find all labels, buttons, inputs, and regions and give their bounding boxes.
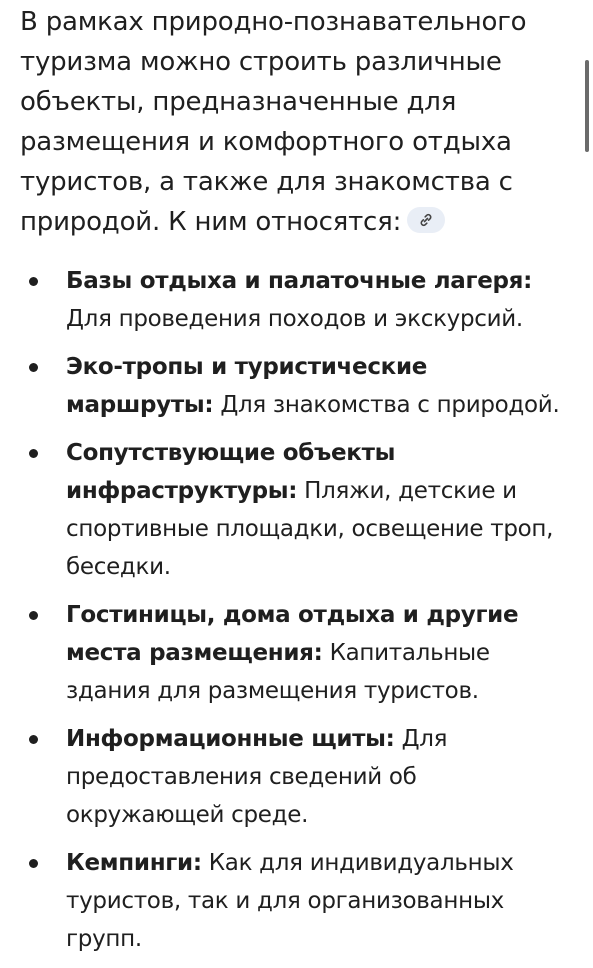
source-link-chip[interactable] — [407, 207, 445, 233]
list-item — [20, 596, 580, 710]
list-item — [20, 844, 580, 958]
bullet-icon — [29, 363, 38, 372]
object-list — [20, 262, 580, 958]
response-body — [20, 0, 580, 968]
bullet-icon — [29, 277, 38, 286]
list-item-term: Кемпинги: — [66, 850, 202, 876]
list-item — [20, 720, 580, 834]
list-item — [20, 262, 580, 338]
list-item-desc: Пляжи, детские и спортивные площадки, освещение троп, беседки. — [66, 478, 554, 580]
list-item-term: Сопутствующие объекты инфраструктуры: — [66, 440, 396, 504]
bullet-icon — [29, 449, 38, 458]
list-item-term: Эко-тропы и туристические маршруты: — [66, 354, 428, 418]
list-item-desc: Как для индивидуальных туристов, так и для организованных групп. — [66, 850, 514, 952]
list-item-desc: Для предоставления сведений об окружающей среде. — [66, 726, 448, 828]
intro-text: В рамках природно-познавательного туризма можно строить различные объекты, предназначенные для размещения и комфортного отдыха туристов, а также для знакомства с природой. К ним относятся: — [20, 7, 527, 237]
bullet-icon — [29, 611, 38, 620]
list-item-desc: Капитальные здания для размещения туристов. — [66, 640, 490, 704]
link-icon — [418, 212, 434, 228]
list-item-term: Гостиницы, дома отдыха и другие места размещения: — [66, 602, 519, 666]
list-item-term: Базы отдыха и палаточные лагеря: — [66, 268, 533, 294]
bullet-icon — [29, 859, 38, 868]
list-item-term: Информационные щиты: — [66, 726, 395, 752]
scrollbar-thumb[interactable] — [585, 60, 589, 152]
intro-paragraph — [20, 0, 580, 242]
list-item — [20, 348, 580, 424]
list-item-desc: Для знакомства с природой. — [220, 392, 560, 418]
list-item-desc: Для проведения походов и экскурсий. — [66, 306, 523, 332]
bullet-icon — [29, 735, 38, 744]
list-item — [20, 434, 580, 586]
